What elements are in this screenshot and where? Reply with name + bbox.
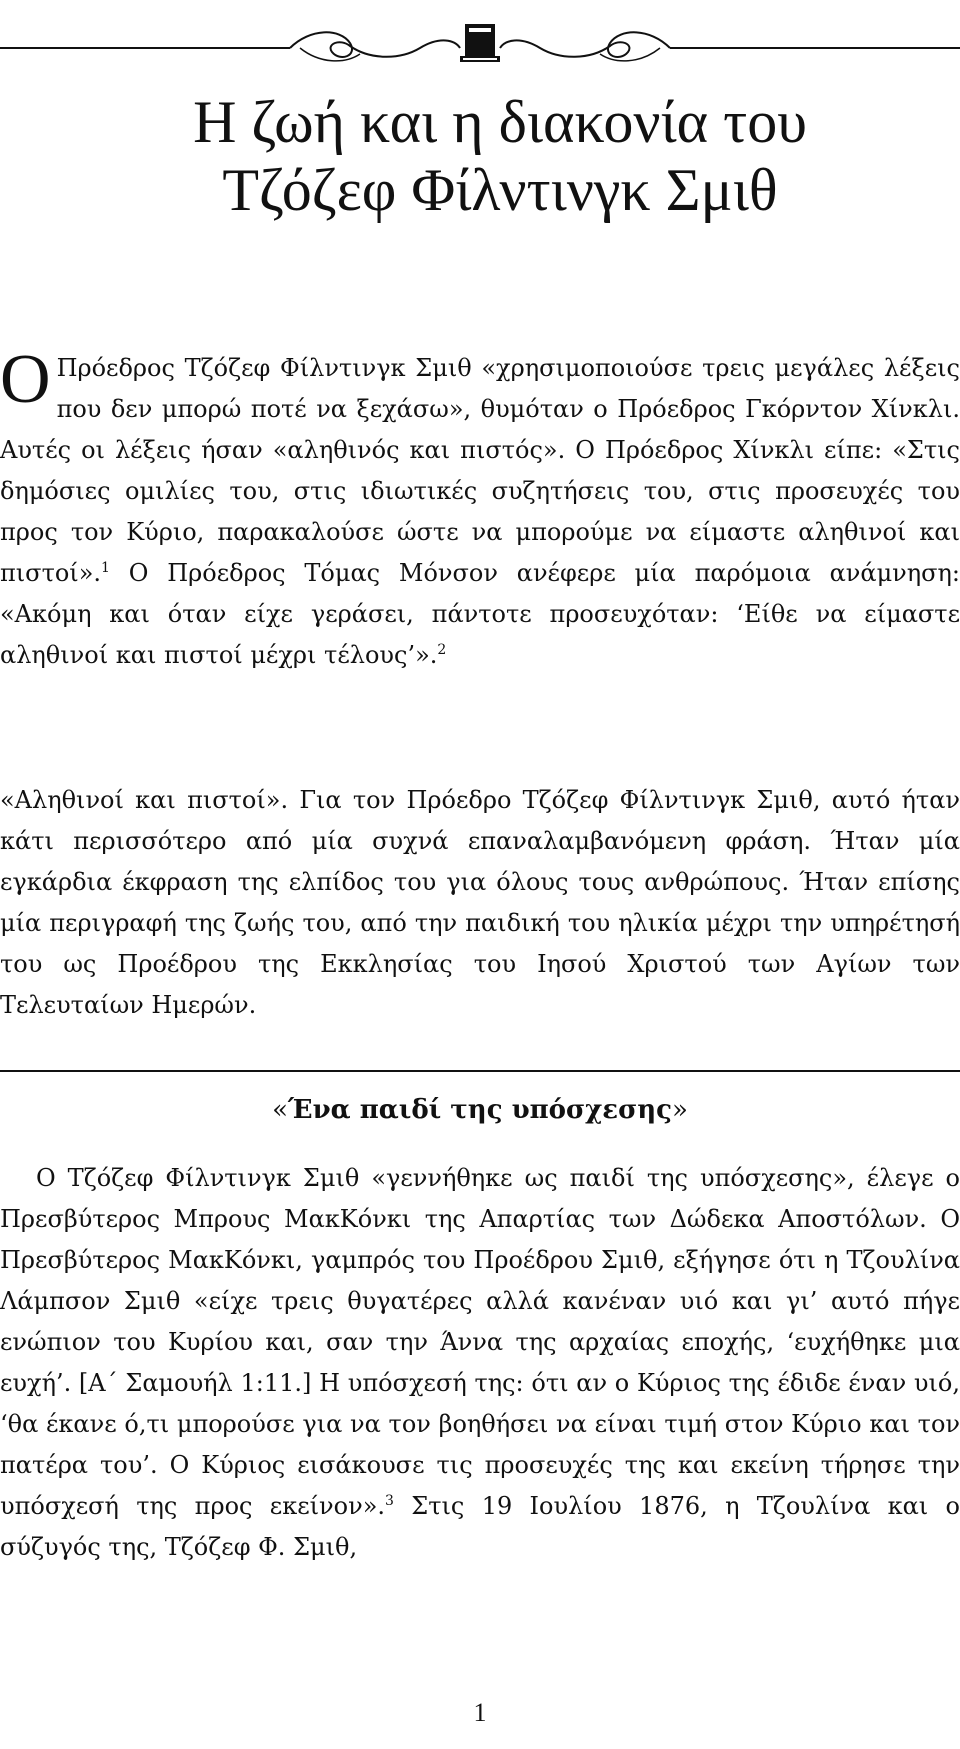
footnote-ref-1[interactable]: 1 bbox=[101, 560, 110, 576]
paragraph-true-and-faithful: «Αληθινοί και πιστοί». Για τον Πρόεδρο Τζόζεφ Φίλντινγκ Σμιθ, αυτό ήταν κάτι περισσότερο από μία συχνά επαναλαμβανόμενη φράση. Ήταν μία εγκάρδια έκφραση της ελπίδος του για όλους τους ανθρώπους. Ήταν επίσης μία περιγραφή της ζωής του, από την παιδική του ηλικία μέχρι την υπηρέτησή του ως Προέδρου της Εκκλησίας του Ιησού Χριστού των Αγίων των Τελευταίων Ημερών. bbox=[0, 786, 960, 1019]
footnote-ref-2[interactable]: 2 bbox=[437, 642, 447, 658]
heading-open-quote: « bbox=[272, 1095, 288, 1125]
section-heading bbox=[0, 1090, 960, 1130]
paragraph-child-of-promise bbox=[0, 1158, 960, 1568]
header-ornament bbox=[0, 18, 960, 68]
intro-text-b: Ο Πρόεδρος Τόμας Μόνσον ανέφερε μία παρόμοια ανάμνηση: «Ακόμη και όταν είχε γεράσει, πάντοτε προσευχόταν: ‘Είθε να είμαστε αληθινοί και πιστοί μέχρι τέλους’». bbox=[0, 559, 960, 669]
title-line-1: Η ζωή και η διακονία του bbox=[193, 89, 807, 155]
section-divider bbox=[0, 1070, 960, 1072]
heading-close-quote: » bbox=[671, 1095, 688, 1125]
book-ornament-icon bbox=[0, 18, 960, 68]
p3-text-a: Ο Τζόζεφ Φίλντινγκ Σμιθ «γεννήθηκε ως παιδί της υπόσχεσης», έλεγε ο Πρεσβύτερος Μπρους ΜακΚόνκι της Απαρτίας των Δώδεκα Αποστόλων. Ο Πρεσβύτερος ΜακΚόνκι, γαμπρός του Προέδρου Σμιθ, εξήγησε ότι η Τζουλίνα Λάμπσον Σμιθ «είχε τρεις θυγατέρες αλλά κανέναν υιό και γι’ αυτό πήγε ενώπιον του Κυρίου και, σαν την Άννα της αρχαίας εποχής, ‘ευχήθηκε μια ευχή’. [Α΄ Σαμουήλ 1:11.] Η υπόσχεσή της: ότι αν ο Κύριος της έδιδε έναν υιό, ‘θα έκανε ό,τι μπορούσε για να τον βοηθήσει να είναι τιμή στον Κύριο και τον πατέρα του’. Ο Κύριος εισάκουσε τις προσευχές της και εκείνη τήρησε την υπόσχεσή της προς εκείνον». bbox=[0, 1164, 960, 1520]
footnote-ref-3[interactable]: 3 bbox=[385, 1493, 394, 1509]
page-number: 1 bbox=[473, 1698, 487, 1727]
intro-paragraph bbox=[0, 341, 960, 676]
p3-text-b: Στις 19 Ιουλίου 1876, η Τζουλίνα και ο σύζυγός της, Τζόζεφ Φ. Σμιθ, bbox=[0, 1492, 960, 1561]
page-title bbox=[70, 88, 930, 224]
drop-cap: Ο bbox=[0, 341, 51, 418]
title-line-2: Τζόζεφ Φίλντινγκ Σμιθ bbox=[222, 157, 778, 223]
intro-text-a: Πρόεδρος Τζόζεφ Φίλντινγκ Σμιθ «χρησιμοποιούσε τρεις μεγάλες λέξεις που δεν μπορώ ποτέ να ξεχάσω», θυμόταν ο Πρόεδρος Γκόρντον Χίνκλι. Αυτές οι λέξεις ήσαν «αληθινός και πιστός». Ο Πρόεδρος Χίνκλι είπε: «Στις δημόσιες ομιλίες του, στις ιδιωτικές συζητήσεις του, στις προσευχές του προς τον Κύριο, παρακαλούσε ώστε να μπορούμε να είμαστε αληθινοί και πιστοί». bbox=[0, 354, 960, 587]
heading-text: Ένα παιδί της υπόσχεσης bbox=[288, 1095, 672, 1125]
